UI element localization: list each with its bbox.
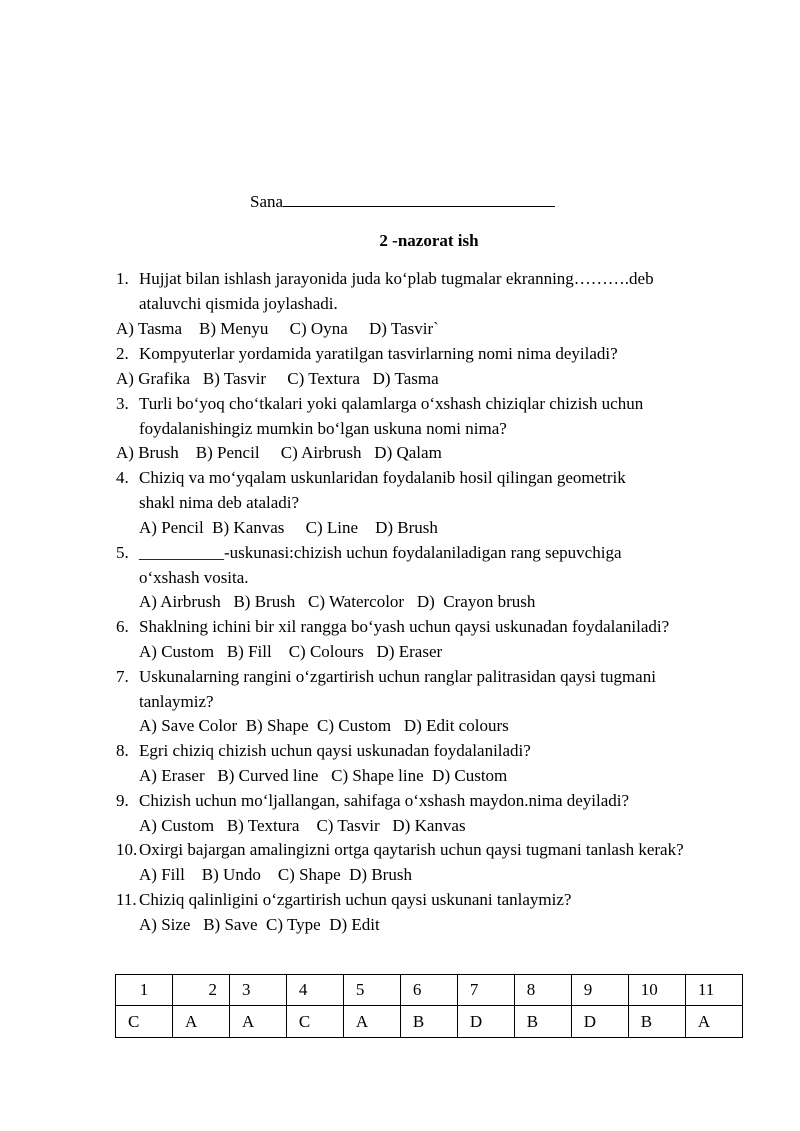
table-cell: 11 xyxy=(685,975,742,1006)
question-number: 11. xyxy=(116,890,137,909)
table-cell: B xyxy=(628,1006,685,1038)
table-cell: 6 xyxy=(400,975,457,1006)
table-cell: 10 xyxy=(628,975,685,1006)
date-line xyxy=(250,192,555,212)
question-text: __________-uskunasi:chizish uchun foydalaniladigan rang sepuvchiga xyxy=(139,543,622,562)
table-cell: 9 xyxy=(571,975,628,1006)
question-number: 5. xyxy=(116,543,129,562)
question-text: Hujjat bilan ishlash jarayonida juda ko‘plab tugmalar ekranning……….deb xyxy=(139,269,654,288)
question-options: A) Airbrush B) Brush C) Watercolor D) Crayon brush xyxy=(139,592,536,611)
table-cell: A xyxy=(685,1006,742,1038)
question-text: Chiziq va mo‘yqalam uskunlaridan foydalanib hosil qilingan geometrik xyxy=(139,468,626,487)
table-cell: B xyxy=(400,1006,457,1038)
table-cell: 5 xyxy=(343,975,400,1006)
question-options: A) Custom B) Textura C) Tasvir D) Kanvas xyxy=(139,816,466,835)
table-cell: D xyxy=(571,1006,628,1038)
date-blank xyxy=(283,192,555,207)
table-cell: C xyxy=(116,1006,173,1038)
table-cell: 1 xyxy=(116,975,173,1006)
question-text: o‘xshash vosita. xyxy=(139,568,249,587)
question-text: tanlaymiz? xyxy=(139,692,214,711)
table-cell: A xyxy=(172,1006,229,1038)
question-text: Shaklning ichini bir xil rangga bo‘yash uchun qaysi uskunadan foydalaniladi? xyxy=(139,617,670,636)
question-number: 9. xyxy=(116,791,129,810)
question-options: A) Tasma B) Menyu C) Oyna D) Tasvir` xyxy=(116,319,439,338)
question-options: A) Grafika B) Tasvir C) Textura D) Tasma xyxy=(116,369,439,388)
question-number: 6. xyxy=(116,617,129,636)
question-text: Oxirgi bajargan amalingizni ortga qaytarish uchun qaysi tugmani tanlash kerak? xyxy=(139,840,684,859)
page-title: 2 -nazorat ish xyxy=(379,231,479,250)
table-cell: 3 xyxy=(229,975,286,1006)
question-number: 1. xyxy=(116,269,129,288)
table-cell: C xyxy=(286,1006,343,1038)
question-text: ataluvchi qismida joylashadi. xyxy=(139,294,338,313)
table-cell: B xyxy=(514,1006,571,1038)
question-text: Turli bo‘yoq cho‘tkalari yoki qalamlarga o‘xshash chiziqlar chizish uchun xyxy=(139,394,644,413)
table-cell: D xyxy=(457,1006,514,1038)
question-text: Chiziq qalinligini o‘zgartirish uchun qaysi uskunani tanlaymiz? xyxy=(139,890,572,909)
question-options: A) Size B) Save C) Type D) Edit xyxy=(139,915,380,934)
answer-table xyxy=(115,974,743,1038)
question-options: A) Custom B) Fill C) Colours D) Eraser xyxy=(139,642,443,661)
question-text: foydalanishingiz mumkin bo‘lgan uskuna nomi nima? xyxy=(139,419,507,438)
question-options: A) Save Color B) Shape C) Custom D) Edit colours xyxy=(139,716,509,735)
question-number: 7. xyxy=(116,667,129,686)
question-text: shakl nima deb ataladi? xyxy=(139,493,300,512)
date-label: Sana xyxy=(250,192,284,211)
table-cell: 2 xyxy=(172,975,229,1006)
answer-table-answer-row xyxy=(116,1006,743,1038)
question-options: A) Pencil B) Kanvas C) Line D) Brush xyxy=(139,518,438,537)
question-text: Egri chiziq chizish uchun qaysi uskunadan foydalaniladi? xyxy=(139,741,531,760)
question-text: Uskunalarning rangini o‘zgartirish uchun ranglar palitrasidan qaysi tugmani xyxy=(139,667,656,686)
question-text: Kompyuterlar yordamida yaratilgan tasvirlarning nomi nima deyiladi? xyxy=(139,344,618,363)
answer-table-header-row xyxy=(116,975,743,1006)
question-options: A) Fill B) Undo C) Shape D) Brush xyxy=(139,865,412,884)
question-number: 8. xyxy=(116,741,129,760)
table-cell: A xyxy=(343,1006,400,1038)
table-cell: 8 xyxy=(514,975,571,1006)
question-number: 4. xyxy=(116,468,129,487)
table-cell: 4 xyxy=(286,975,343,1006)
question-options: A) Eraser B) Curved line C) Shape line D) Custom xyxy=(139,766,508,785)
table-cell: A xyxy=(229,1006,286,1038)
question-number: 3. xyxy=(116,394,129,413)
question-number: 10. xyxy=(116,840,138,859)
table-cell: 7 xyxy=(457,975,514,1006)
question-number: 2. xyxy=(116,344,129,363)
question-options: A) Brush B) Pencil C) Airbrush D) Qalam xyxy=(116,443,442,462)
question-text: Chizish uchun mo‘ljallangan, sahifaga o‘xshash maydon.nima deyiladi? xyxy=(139,791,630,810)
